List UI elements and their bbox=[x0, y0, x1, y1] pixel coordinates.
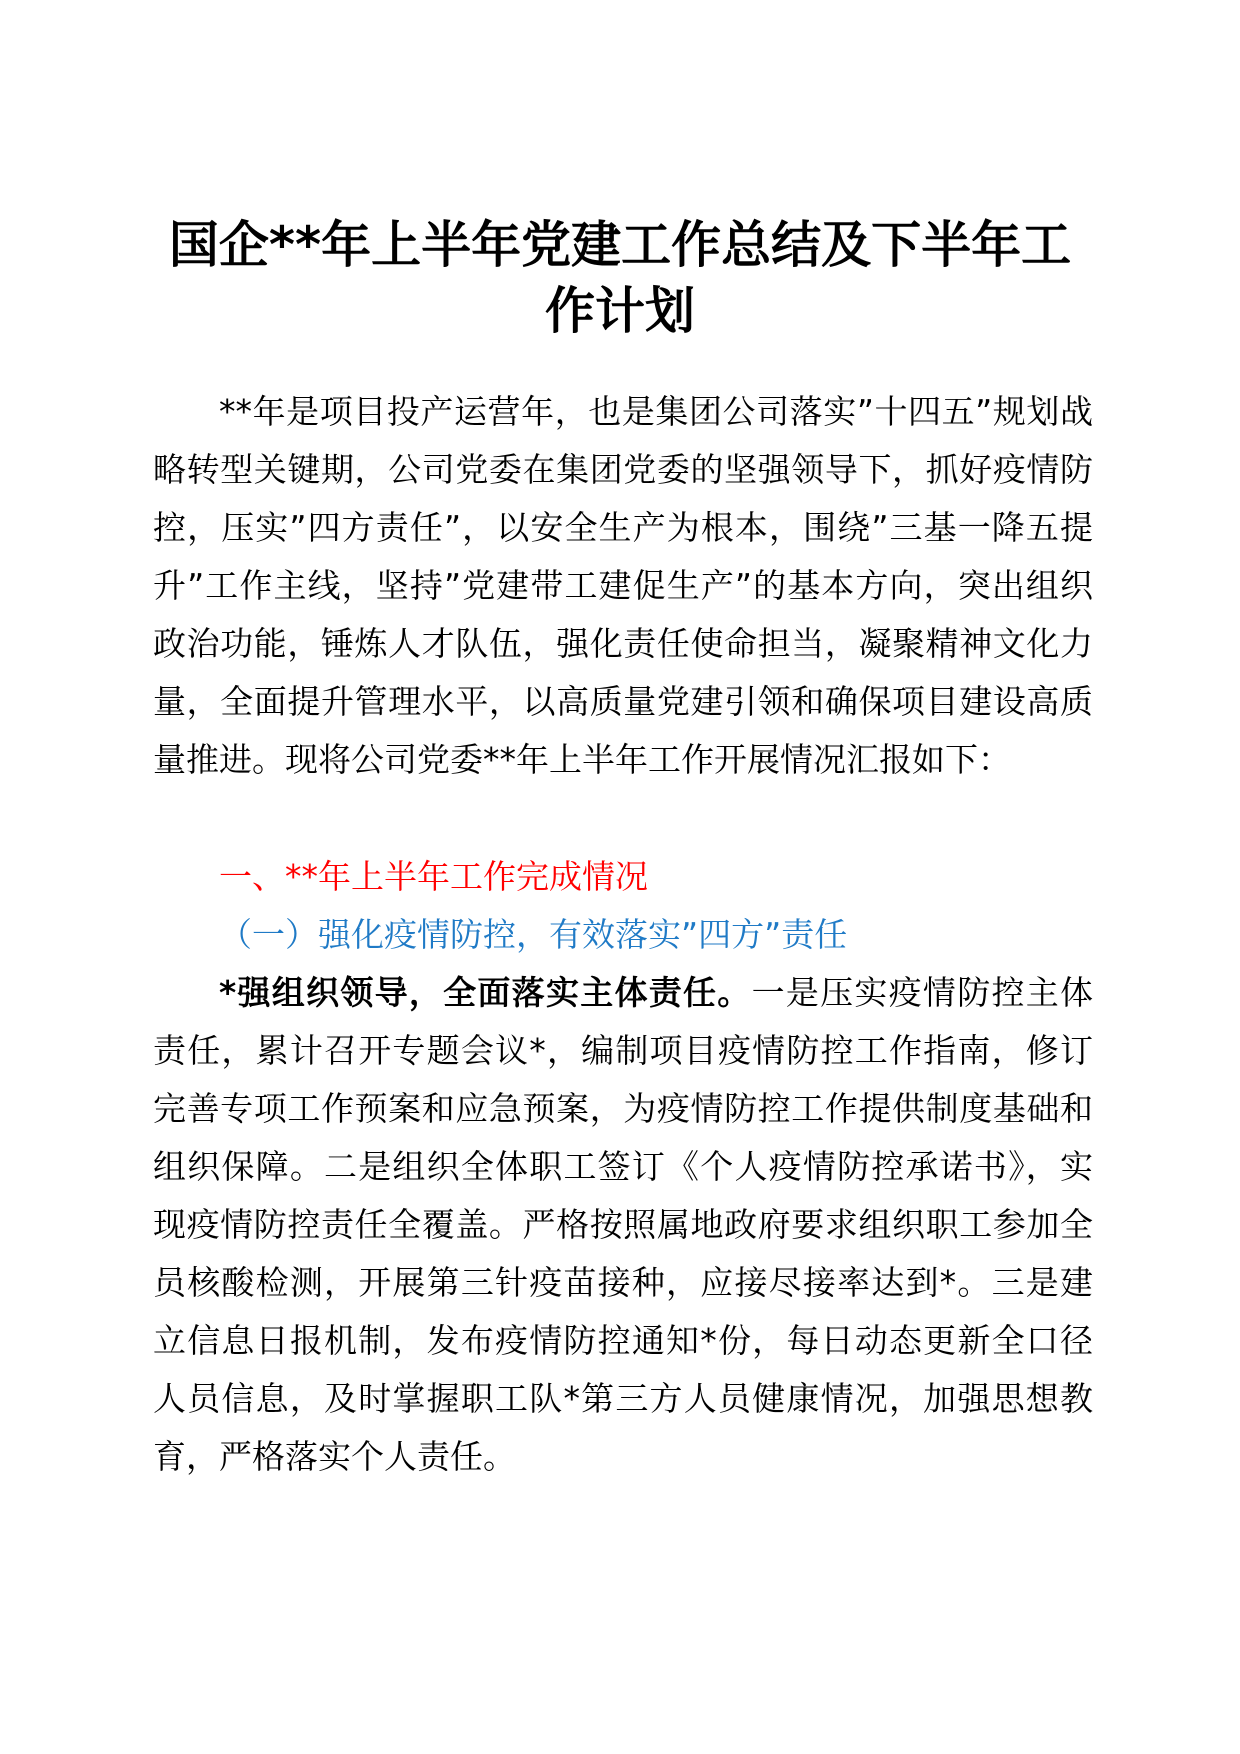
document-title: 国企**年上半年党建工作总结及下半年工作计划 bbox=[168, 216, 1072, 340]
body-paragraph-2 bbox=[153, 964, 1093, 1486]
paragraph-lead-bold: *强组织领导，全面落实主体责任。 bbox=[219, 973, 752, 1012]
paragraph-body: 一是压实疫情防控主体责任，累计召开专题会议*，编制项目疫情防控工作指南，修订完善专项工作预案和应急预案，为疫情防控工作提供制度基础和组织保障。二是组织全体职工签订《个人疫情防控承诺书》，实现疫情防控责任全覆盖。严格按照属地政府要求组织职工参加全员核酸检测，开展第三针疫苗接种，应接尽接率达到*。三是建立信息日报机制，发布疫情防控通知*份，每日动态更新全口径人员信息，及时掌握职工队*第三方人员健康情况，加强思想教育，严格落实个人责任。 bbox=[153, 973, 1094, 1476]
subsection-heading-1: （一）强化疫情防控，有效落实”四方”责任 bbox=[219, 915, 848, 954]
intro-paragraph: **年是项目投产运营年，也是集团公司落实”十四五”规划战略转型关键期，公司党委在集团党委的坚强领导下，抓好疫情防控，压实”四方责任”，以安全生产为根本，围绕”三基一降五提升”工作主线，坚持”党建带工建促生产”的基本方向，突出组织政治功能，锤炼人才队伍，强化责任使命担当，凝聚精神文化力量，全面提升管理水平，以高质量党建引领和确保项目建设高质量推进。现将公司党委**年上半年工作开展情况汇报如下： bbox=[153, 392, 1093, 779]
section-heading-1: 一、**年上半年工作完成情况 bbox=[219, 857, 648, 896]
